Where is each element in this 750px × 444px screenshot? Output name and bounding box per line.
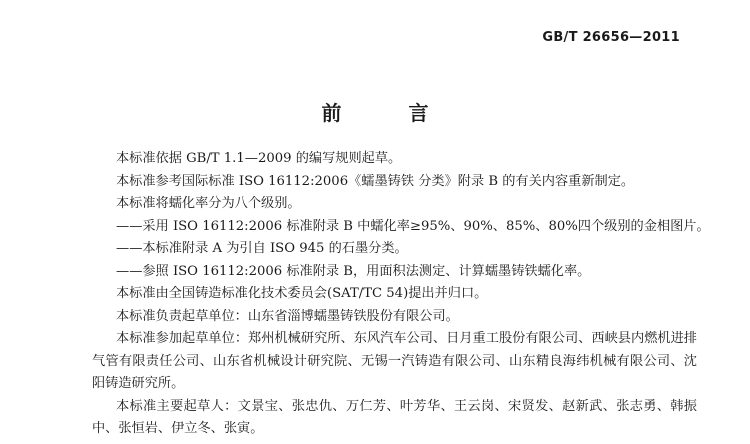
paragraph-responsible-drafter: 本标准负责起草单位：山东省淄博蠕墨铸铁股份有限公司。 [116, 308, 459, 324]
paragraph-participating-drafters: 本标准参加起草单位：郑州机械研究所、东风汽车公司、日月重工股份有限公司、西峡县内燃机进排气管有限责任公司、山东省机械设计研究院、无锡一汽铸造有限公司、山东精良海纬机械有限公司、沈阳铸造研究所。 [92, 331, 697, 391]
list-item-area-method: ——参照 ISO 16112:2006 标准附录 B，用面积法测定、计算蠕墨铸铁蠕化率。 [116, 263, 591, 279]
paragraph-drafting-rules: 本标准依据 GB/T 1.1—2009 的编写规则起草。 [116, 151, 402, 166]
document-body [92, 148, 710, 441]
page-title: 前 言 [321, 101, 459, 125]
paragraph-proposing-committee: 本标准由全国铸造标准化技术委员会(SAT/TC 54)提出并归口。 [116, 286, 488, 301]
list-item-metallographic-images: ——采用 ISO 16112:2006 标准附录 B 中蠕化率≥95%、90%、85%、80%四个级别的金相图片。 [116, 218, 710, 234]
paragraph-main-drafters: 本标准主要起草人：文景宝、张忠仇、万仁芳、叶芳华、王云岗、宋贤发、赵新武、张志勇、韩振中、张恒岩、伊立冬、张寅。 [92, 398, 697, 436]
list-item-graphite-classification: ——本标准附录 A 为引自 ISO 945 的石墨分类。 [116, 241, 408, 256]
paragraph-grade-count: 本标准将蠕化率分为八个级别。 [116, 196, 301, 211]
paragraph-reference-standard: 本标准参考国际标准 ISO 16112:2006《蠕墨铸铁 分类》附录 B 的有关内容重新制定。 [116, 173, 635, 189]
standard-number: GB/T 26656—2011 [542, 30, 680, 45]
